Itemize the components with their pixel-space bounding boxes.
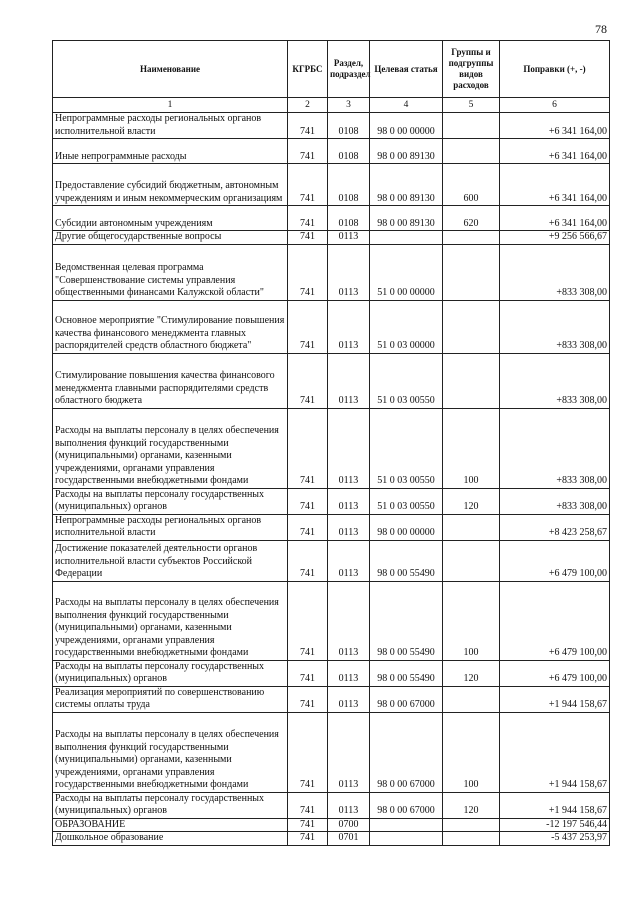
row-group	[443, 300, 500, 353]
row-section: 0113	[328, 353, 370, 408]
row-amount: +833 308,00	[500, 244, 610, 300]
row-group	[443, 686, 500, 712]
row-target: 51 0 03 00550	[370, 488, 443, 514]
header-name: Наименование	[53, 41, 288, 98]
row-kgrbs: 741	[288, 408, 328, 488]
table-row	[53, 408, 610, 488]
row-group	[443, 113, 500, 139]
table-row	[53, 818, 610, 832]
table-row	[53, 244, 610, 300]
row-kgrbs: 741	[288, 832, 328, 846]
row-kgrbs: 741	[288, 139, 328, 164]
header-amendments: Поправки (+, -)	[500, 41, 610, 98]
row-section: 0113	[328, 300, 370, 353]
row-amount: +1 944 158,67	[500, 712, 610, 792]
table-row	[53, 206, 610, 231]
table-header-row	[53, 41, 610, 98]
row-amount: +6 341 164,00	[500, 139, 610, 164]
table-row	[53, 581, 610, 660]
row-target: 98 0 00 55490	[370, 540, 443, 581]
table-row	[53, 231, 610, 245]
row-target: 51 0 03 00550	[370, 408, 443, 488]
row-name: Субсидии автономным учреждениям	[53, 206, 288, 231]
row-section: 0113	[328, 792, 370, 818]
row-amount: +1 944 158,67	[500, 792, 610, 818]
row-amount: +8 423 258,67	[500, 514, 610, 540]
row-target: 98 0 00 67000	[370, 712, 443, 792]
row-group	[443, 514, 500, 540]
table-row	[53, 514, 610, 540]
row-name: Непрограммные расходы региональных органов исполнительной власти	[53, 113, 288, 139]
table-row	[53, 139, 610, 164]
row-section: 0113	[328, 408, 370, 488]
row-amount: +833 308,00	[500, 488, 610, 514]
row-name: Предоставление субсидий бюджетным, автономным учреждениям и иным некоммерческим организациям	[53, 164, 288, 206]
column-number: 1	[53, 98, 288, 113]
row-group	[443, 832, 500, 846]
table-row	[53, 712, 610, 792]
row-name: Расходы на выплаты персоналу государственных (муниципальных) органов	[53, 488, 288, 514]
row-target: 98 0 00 55490	[370, 581, 443, 660]
row-amount: +833 308,00	[500, 353, 610, 408]
row-amount: +6 341 164,00	[500, 206, 610, 231]
row-kgrbs: 741	[288, 686, 328, 712]
column-number: 5	[443, 98, 500, 113]
row-target: 98 0 00 67000	[370, 686, 443, 712]
table-row	[53, 686, 610, 712]
row-section: 0108	[328, 113, 370, 139]
row-group: 100	[443, 712, 500, 792]
column-number: 3	[328, 98, 370, 113]
row-name: Иные непрограммные расходы	[53, 139, 288, 164]
table-row	[53, 832, 610, 846]
row-section: 0113	[328, 581, 370, 660]
row-section: 0701	[328, 832, 370, 846]
row-kgrbs: 741	[288, 581, 328, 660]
header-kgrbs: КГРБС	[288, 41, 328, 98]
row-section: 0108	[328, 164, 370, 206]
row-amount: -12 197 546,44	[500, 818, 610, 832]
row-amount: +6 341 164,00	[500, 164, 610, 206]
row-name: Достижение показателей деятельности органов исполнительной власти субъектов Российской Федерации	[53, 540, 288, 581]
row-target: 98 0 00 00000	[370, 113, 443, 139]
row-section: 0113	[328, 231, 370, 245]
row-target: 98 0 00 67000	[370, 792, 443, 818]
column-number: 2	[288, 98, 328, 113]
row-target: 51 0 00 00000	[370, 244, 443, 300]
row-amount: +6 479 100,00	[500, 660, 610, 686]
row-group	[443, 244, 500, 300]
row-name: Непрограммные расходы региональных органов исполнительной власти	[53, 514, 288, 540]
row-name: Расходы на выплаты персоналу в целях обеспечения выполнения функций государственными (муниципальными) органами, казенными учреждениями, органами управления государственными внебюджетными фондами	[53, 712, 288, 792]
row-amount: +6 341 164,00	[500, 113, 610, 139]
row-target: 98 0 00 00000	[370, 514, 443, 540]
row-target: 98 0 00 89130	[370, 139, 443, 164]
row-section: 0113	[328, 660, 370, 686]
row-name: Стимулирование повышения качества финансового менеджмента главными распорядителями средств областного бюджета	[53, 353, 288, 408]
table-row	[53, 488, 610, 514]
row-group	[443, 139, 500, 164]
row-target	[370, 832, 443, 846]
row-kgrbs: 741	[288, 712, 328, 792]
row-target	[370, 818, 443, 832]
row-kgrbs: 741	[288, 353, 328, 408]
header-groups: Группы и подгруппы видов расходов	[443, 41, 500, 98]
row-kgrbs: 741	[288, 660, 328, 686]
row-section: 0113	[328, 540, 370, 581]
row-target: 98 0 00 89130	[370, 206, 443, 231]
row-section: 0113	[328, 514, 370, 540]
row-group: 120	[443, 660, 500, 686]
row-name: ОБРАЗОВАНИЕ	[53, 818, 288, 832]
row-name: Основное мероприятие "Стимулирование повышения качества финансового менеджмента главных распорядителей средств областного бюджета"	[53, 300, 288, 353]
row-target: 98 0 00 55490	[370, 660, 443, 686]
column-number: 4	[370, 98, 443, 113]
row-group	[443, 231, 500, 245]
row-section: 0108	[328, 206, 370, 231]
row-kgrbs: 741	[288, 300, 328, 353]
row-kgrbs: 741	[288, 514, 328, 540]
table-row	[53, 540, 610, 581]
row-group	[443, 540, 500, 581]
row-name: Реализация мероприятий по совершенствованию системы оплаты труда	[53, 686, 288, 712]
row-name: Другие общегосударственные вопросы	[53, 231, 288, 245]
row-target: 98 0 00 89130	[370, 164, 443, 206]
row-name: Расходы на выплаты персоналу в целях обеспечения выполнения функций государственными (муниципальными) органами, казенными учреждениями, органами управления государственными внебюджетными фондами	[53, 581, 288, 660]
row-amount: +1 944 158,67	[500, 686, 610, 712]
row-name: Ведомственная целевая программа "Совершенствование системы управления общественными финансами Калужской области"	[53, 244, 288, 300]
row-group	[443, 818, 500, 832]
table-row	[53, 353, 610, 408]
row-name: Расходы на выплаты персоналу государственных (муниципальных) органов	[53, 792, 288, 818]
table-row	[53, 792, 610, 818]
row-name: Расходы на выплаты персоналу в целях обеспечения выполнения функций государственными (муниципальными) органами, казенными учреждениями, органами управления государственными внебюджетными фондами	[53, 408, 288, 488]
row-group: 100	[443, 408, 500, 488]
row-kgrbs: 741	[288, 540, 328, 581]
row-amount: +833 308,00	[500, 408, 610, 488]
row-group	[443, 353, 500, 408]
row-amount: +6 479 100,00	[500, 581, 610, 660]
row-section: 0108	[328, 139, 370, 164]
row-section: 0113	[328, 712, 370, 792]
table-row	[53, 164, 610, 206]
row-target: 51 0 03 00000	[370, 300, 443, 353]
row-kgrbs: 741	[288, 206, 328, 231]
row-name: Расходы на выплаты персоналу государственных (муниципальных) органов	[53, 660, 288, 686]
row-group: 600	[443, 164, 500, 206]
row-kgrbs: 741	[288, 488, 328, 514]
table-row	[53, 660, 610, 686]
row-kgrbs: 741	[288, 113, 328, 139]
row-kgrbs: 741	[288, 164, 328, 206]
row-target: 51 0 03 00550	[370, 353, 443, 408]
row-amount: -5 437 253,97	[500, 832, 610, 846]
row-section: 0113	[328, 488, 370, 514]
row-section: 0113	[328, 686, 370, 712]
row-group: 120	[443, 792, 500, 818]
header-section: Раздел, подраздел	[328, 41, 370, 98]
table-row	[53, 113, 610, 139]
table-row	[53, 300, 610, 353]
row-name: Дошкольное образование	[53, 832, 288, 846]
header-target: Целевая статья	[370, 41, 443, 98]
row-group: 120	[443, 488, 500, 514]
column-number-row	[53, 98, 610, 113]
row-section: 0700	[328, 818, 370, 832]
row-amount: +6 479 100,00	[500, 540, 610, 581]
row-kgrbs: 741	[288, 818, 328, 832]
budget-amendments-table	[52, 40, 610, 846]
row-group: 620	[443, 206, 500, 231]
row-kgrbs: 741	[288, 244, 328, 300]
row-target	[370, 231, 443, 245]
column-number: 6	[500, 98, 610, 113]
row-group: 100	[443, 581, 500, 660]
row-amount: +833 308,00	[500, 300, 610, 353]
page-number: 78	[595, 22, 607, 36]
row-kgrbs: 741	[288, 231, 328, 245]
row-kgrbs: 741	[288, 792, 328, 818]
row-section: 0113	[328, 244, 370, 300]
row-amount: +9 256 566,67	[500, 231, 610, 245]
